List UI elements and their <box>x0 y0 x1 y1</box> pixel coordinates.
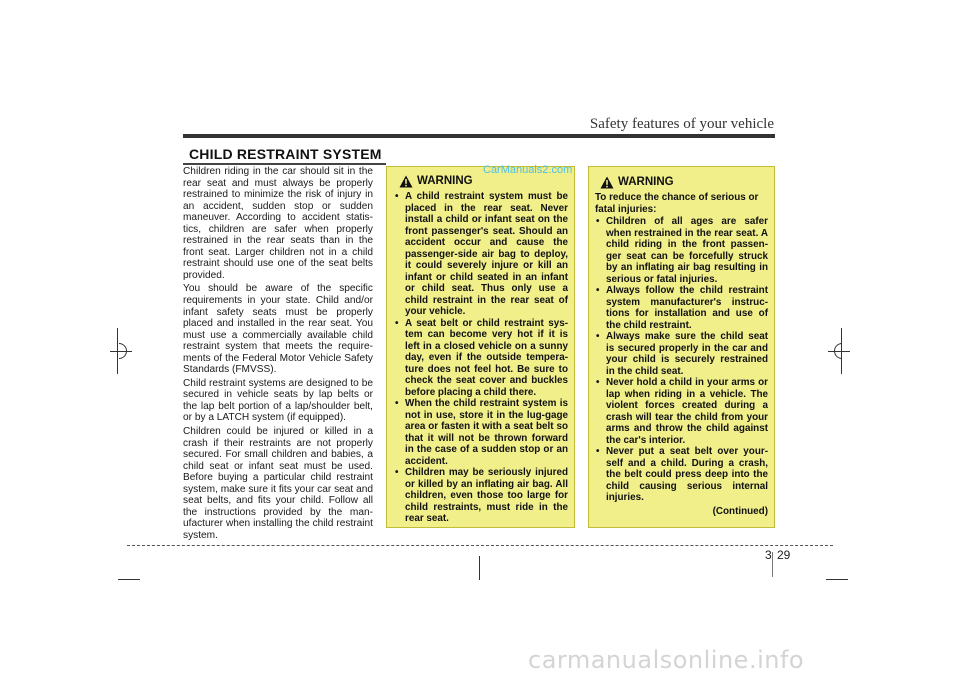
warning-list <box>394 191 568 525</box>
warning-box-1 <box>386 166 575 528</box>
warning-item: • Never hold a child in your arms or lap when riding in a vehicle. The violent forces created during a crash will tear the child from your arms and throw the child against the car's interior. <box>595 377 768 446</box>
watermark-link[interactable]: CarManuals2.com <box>483 164 573 176</box>
body-paragraph: Children riding in the car should sit in the rear seat and must always be properly restrained to minimize the risk of injury in an accident, sudden stop or sudden maneuver. According to accident statis-tics, children are safer when properly restrained in the rear seats than in the front seat. Larger children not in a child restraint should use one of the seat belts provided. <box>183 166 373 281</box>
warning-item: • Children of all ages are safer when restrained in the rear seat. A child riding in the front passen-ger seat can be forcefully struck by an inflating air bag resulting in serious or fatal injuries. <box>595 216 768 285</box>
crop-mark <box>118 579 140 580</box>
body-paragraph: Children could be injured or killed in a crash if their restraints are not properly secured. For small children and babies, a child seat or infant seat must be used. Before buying a particular child restraint system, make sure it fits your car seat and seat belts, and fits your child. Follow all the instructions provided by the man-ufacturer when installing the child restraint system. <box>183 426 373 541</box>
warning-intro: To reduce the chance of serious or fatal injuries: <box>595 192 759 215</box>
continued-label: (Continued) <box>712 505 768 517</box>
header-title: Safety features of your vehicle <box>589 116 774 132</box>
page-section-number: 3 <box>765 548 772 562</box>
footer-site-watermark: carmanualsonline.info <box>528 646 805 674</box>
header-rule <box>183 134 775 138</box>
warning-triangle-icon <box>399 175 413 188</box>
footer-dashed-rule <box>127 545 833 546</box>
warning-heading-text: WARNING <box>618 175 674 188</box>
body-text-column <box>183 166 373 544</box>
warning-list <box>595 216 768 504</box>
section-underline <box>183 163 386 165</box>
warning-item: • Always follow the child restraint system manufacturer's instruc-tions for installation and use of the child restraint. <box>595 285 768 331</box>
page-number: 29 <box>777 548 791 562</box>
page-number-separator <box>772 552 773 577</box>
warning-item: • Never put a seat belt over your-self and a child. During a crash, the belt could press deep into the child causing serious internal injuries. <box>595 446 768 504</box>
warning-item: • Always make sure the child seat is secured properly in the car and your child is securely restrained in the child seat. <box>595 331 768 377</box>
crop-mark <box>479 556 480 580</box>
warning-heading <box>399 175 568 188</box>
body-paragraph: You should be aware of the specific requirements in your state. Child and/or infant safety seats must be properly placed and installed in the rear seat. You must use a commercially available child restraint system that meets the require-ments of the Federal Motor Vehicle Safety Standards (FMVSS). <box>183 283 373 376</box>
warning-box-2 <box>588 166 775 528</box>
warning-item: • A seat belt or child restraint sys-tem can become very hot if it is left in a closed vehicle on a sunny day, even if the outside tempera-ture does not feel hot. Be sure to check the seat cover and buckles before placing a child there. <box>394 318 568 399</box>
warning-heading <box>600 176 768 189</box>
warning-item: • A child restraint system must be placed in the rear seat. Never install a child or infant seat on the front passenger's seat. Should an accident occur and cause the passenger-side air bag to deploy, it could severely injure or kill an infant or child seated in an infant or child seat. Thus only use a child restraint in the rear seat of your vehicle. <box>394 191 568 318</box>
body-paragraph: Child restraint systems are designed to be secured in vehicle seats by lap belts or the lap belt portion of a lap/shoulder belt, or by a LATCH system (if equipped). <box>183 377 373 424</box>
crop-mark <box>826 579 848 580</box>
warning-item: • When the child restraint system is not in use, store it in the lug-gage area or fasten it with a seat belt so that it will not be thrown forward in the case of a sudden stop or an accident. <box>394 398 568 467</box>
warning-heading-text: WARNING <box>417 174 473 187</box>
section-title: CHILD RESTRAINT SYSTEM <box>189 146 382 162</box>
warning-item: • Children may be seriously injured or killed by an inflating air bag. All children, even those too large for child restraints, must ride in the rear seat. <box>394 467 568 525</box>
warning-triangle-icon <box>600 176 614 189</box>
